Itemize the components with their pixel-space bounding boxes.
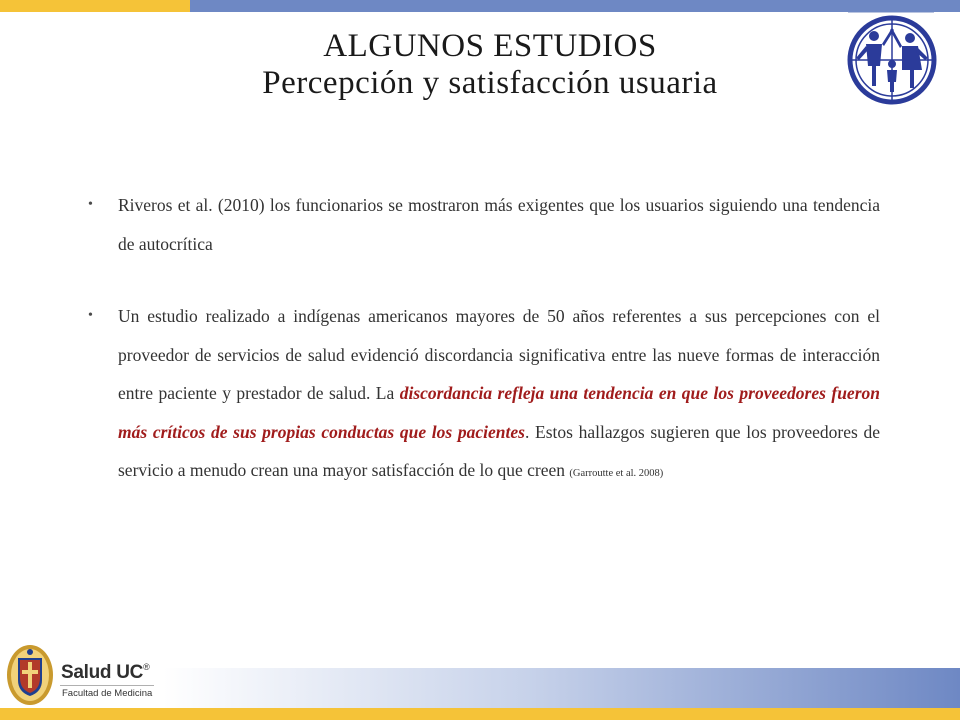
title-line-2: Percepción y satisfacción usuaria [262,65,718,101]
bullet-text: Riveros et al. (2010) los funcionarios se mostraron más exigentes que los usuarios siguiendo una tendencia de autocrítica [118,195,880,254]
bullet-text-after: . Estos hallazgos sugieren que los proveedores de servicio a menudo crean una mayor satisfacción de lo que creen [118,421,880,480]
title-line-1: ALGUNOS ESTUDIOS [323,28,657,64]
list-item [88,297,880,494]
footer-accent-bar-gold [0,708,960,720]
brand-subtitle: Facultad de Medicina [62,688,153,699]
bullet-text [118,297,880,494]
brand-text: Salud UC [61,662,144,683]
top-accent-bar-blue [190,0,960,12]
university-crest-icon [6,644,54,706]
logo-divider [848,12,934,13]
citation: (Garroutte et al. 2008) [569,468,664,479]
brand-divider [60,685,154,686]
slide-title [150,28,830,102]
family-logo-icon [846,14,938,106]
bullet-marker: • [88,197,93,212]
bullet-text-before: Un estudio realizado a indígenas americanos mayores de 50 años referentes a sus percepciones con el proveedor de servicios de salud evidenció discordancia significativa entre las nueve formas de interacción entre paciente y prestador de salud. La [118,306,880,403]
emphasized-finding: discordancia refleja una tendencia en que los proveedores fueron más críticos de sus propias conductas que los pacientes [118,383,880,442]
bullet-list [88,186,880,494]
top-accent-bar-gold [0,0,190,12]
list-item [88,186,880,263]
registered-mark: ® [143,662,150,672]
brand-name [61,662,149,684]
bullet-marker: • [88,308,93,323]
